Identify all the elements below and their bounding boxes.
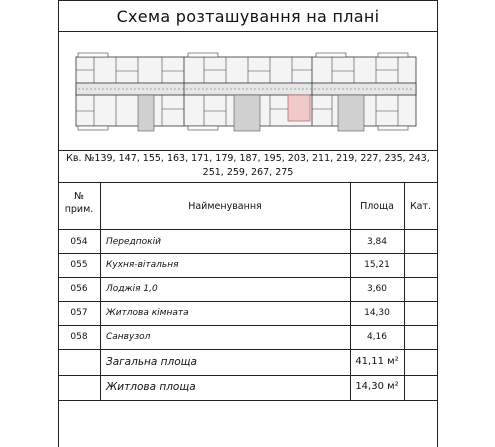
row-area: 4,16 xyxy=(366,332,388,342)
row-number: 058 xyxy=(70,332,88,342)
row-divider xyxy=(58,349,438,350)
living-area-value: 14,30 м² xyxy=(355,381,399,392)
row-area: 14,30 xyxy=(364,308,390,318)
totals-divider xyxy=(58,375,438,376)
page-title: Схема розташування на плані xyxy=(116,7,380,26)
header-area: Площа xyxy=(360,201,394,212)
row-area: 3,84 xyxy=(366,237,388,247)
row-number: 055 xyxy=(70,260,88,270)
total-area-label: Загальна площа xyxy=(106,356,197,368)
header-number-label: прим. xyxy=(64,204,94,215)
row-name: Передпокій xyxy=(106,237,161,247)
header-name: Найменування xyxy=(188,201,262,212)
header-number xyxy=(58,190,100,216)
list-divider xyxy=(58,182,438,183)
apartment-list-line1: Кв. №139, 147, 155, 163, 171, 179, 187, 195, 203, 211, 219, 227, 235, 243, xyxy=(66,153,430,164)
col-divider-3 xyxy=(404,182,405,401)
row-number: 056 xyxy=(70,284,88,294)
floor-plan xyxy=(58,31,438,150)
row-area: 3,60 xyxy=(366,284,388,294)
row-divider xyxy=(58,277,438,278)
row-number: 054 xyxy=(70,237,88,247)
apartment-list xyxy=(58,152,438,180)
col-divider-1 xyxy=(100,182,101,401)
row-divider xyxy=(58,301,438,302)
row-number: 057 xyxy=(70,308,88,318)
apartment-list-line2: 251, 259, 267, 275 xyxy=(202,167,294,178)
row-divider xyxy=(58,253,438,254)
floor-plan-drawing xyxy=(58,31,438,150)
table-bottom xyxy=(58,400,438,401)
row-divider xyxy=(58,325,438,326)
living-area-label: Житлова площа xyxy=(106,381,196,393)
header-number-symbol: № xyxy=(74,191,84,202)
row-name: Санвузол xyxy=(106,332,151,342)
row-name: Кухня-вітальня xyxy=(106,260,179,270)
frame-top xyxy=(58,0,438,1)
header-divider xyxy=(58,229,438,230)
total-area-value: 41,11 м² xyxy=(355,356,399,367)
row-area: 15,21 xyxy=(364,260,390,270)
header-category: Кат. xyxy=(409,201,432,212)
row-name: Житлова кімната xyxy=(106,308,189,318)
plan-divider xyxy=(58,150,438,151)
row-name: Лоджія 1,0 xyxy=(106,284,158,294)
